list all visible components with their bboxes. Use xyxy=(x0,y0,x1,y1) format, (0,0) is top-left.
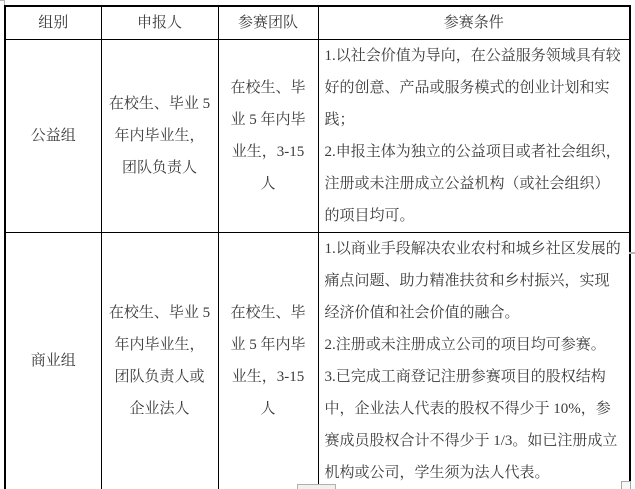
table-header-row xyxy=(5,6,630,40)
eligibility-table xyxy=(4,5,631,489)
header-cell-group: 组别 xyxy=(5,6,101,40)
cell-team: 在校生、毕业 5 年内毕业生，3-15 人 xyxy=(218,233,318,489)
cell-applicant: 在校生、毕业 5 年内毕业生，团队负责人或企业法人 xyxy=(101,233,218,489)
table-row-commercial xyxy=(5,233,630,489)
cell-conditions xyxy=(318,40,630,233)
cell-conditions xyxy=(318,233,630,489)
page-margin-tick xyxy=(629,252,635,254)
condition-item: 1.以社会价值为导向，在公益服务领域具有较好的创意、产品或服务模式的创业计划和实践； xyxy=(324,48,621,128)
header-cell-conditions: 参赛条件 xyxy=(318,6,630,40)
condition-item: 1.以商业手段解决农业农村和城乡社区发展的痛点问题、助力精准扶贫和乡村振兴，实现经济价值和社会价值的融合。 xyxy=(324,241,621,321)
cell-team: 在校生、毕业 5 年内毕业生，3-15 人 xyxy=(218,40,318,233)
table-resize-handle[interactable] xyxy=(621,481,631,489)
header-cell-team: 参赛团队 xyxy=(218,6,318,40)
cell-applicant: 在校生、毕业 5 年内毕业生，团队负责人 xyxy=(101,40,218,233)
cell-group-name: 商业组 xyxy=(5,233,101,489)
condition-item: 2.注册或未注册成立公司的项目均可参赛。 xyxy=(324,337,606,353)
cell-group-name: 公益组 xyxy=(5,40,101,233)
condition-item: 2.申报主体为独立的公益项目或者社会组织，注册或未注册成立公益机构（或社会组织）的项目均可。 xyxy=(324,144,621,224)
table-row-public-welfare xyxy=(5,40,630,233)
condition-item: 3.已完成工商登记注册参赛项目的股权结构中，企业法人代表的股权不得少于 10%，参赛成员股权合计不得少于 1/3。如已注册成立机构或公司，学生须为法人代表。 xyxy=(324,369,618,481)
cropped-ui-artifact xyxy=(297,484,336,489)
header-cell-applicant: 申报人 xyxy=(101,6,218,40)
